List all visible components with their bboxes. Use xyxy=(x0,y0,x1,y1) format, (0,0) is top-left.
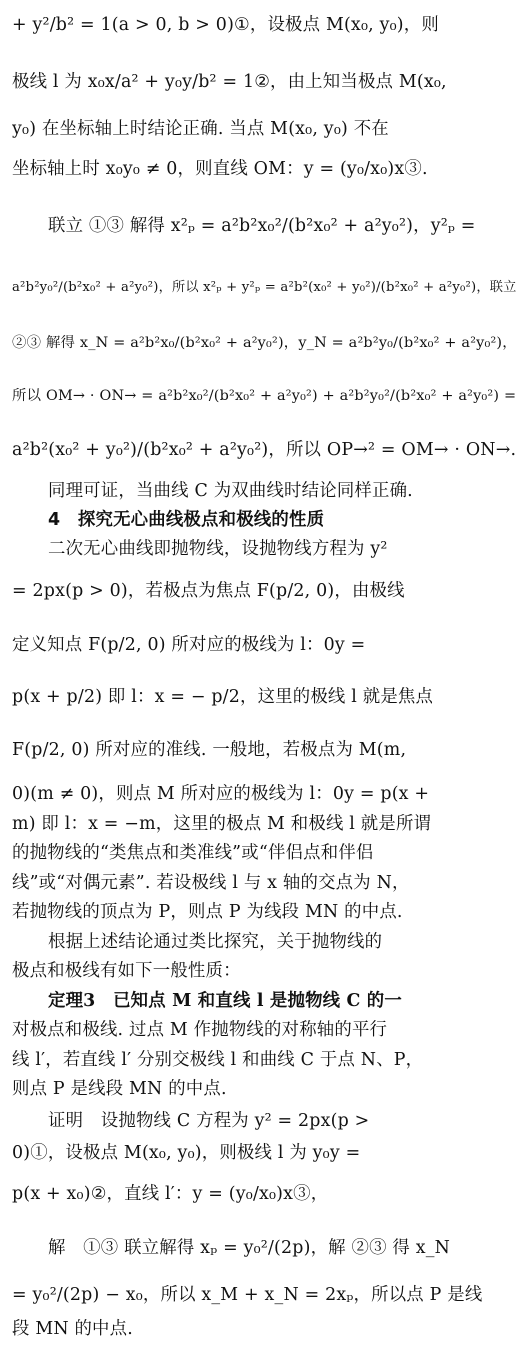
theorem-line: 定理3 已知点 M 和直线 l 是抛物线 C 的一 xyxy=(48,991,402,1011)
text-line: 极点和极线有如下一般性质： xyxy=(12,961,241,981)
text-line: 若抛物线的顶点为 P，则点 P 为线段 MN 的中点. xyxy=(12,902,403,922)
text-line: a²b²y₀²/(b²x₀² + a²y₀²)，所以 x²ₚ + y²ₚ = a²b²(x₀² + y₀²)/(b²x₀² + a²y₀²)，联立 xyxy=(12,280,517,295)
text-line: 坐标轴上时 x₀y₀ ≠ 0，则直线 OM：y = (y₀/x₀)x③. xyxy=(12,159,428,179)
solution-line: 解 ①③ 联立解得 xₚ = y₀²/(2p)，解 ②③ 得 x_N xyxy=(48,1238,451,1258)
text-line: = y₀²/(2p) − x₀，所以 x_M + x_N = 2xₚ，所以点 P 是线 xyxy=(12,1285,483,1305)
text-line: ②③ 解得 x_N = a²b²x₀/(b²x₀² + a²y₀²)，y_N = a²b²y₀/(b²x₀² + a²y₀²)， xyxy=(12,335,517,351)
text-line: = 2px(p > 0)，若极点为焦点 F(p/2, 0)，由极线 xyxy=(12,581,405,601)
text-line: 0)①，设极点 M(x₀, y₀)，则极线 l 为 y₀y = xyxy=(12,1143,361,1163)
text-line: 定义知点 F(p/2, 0) 所对应的极线为 l：0y = xyxy=(12,635,366,655)
text-line: m) 即 l：x = −m，这里的极点 M 和极线 l 就是所谓 xyxy=(12,814,432,834)
text-line: 0)(m ≠ 0)，则点 M 所对应的极线为 l：0y = p(x + xyxy=(12,784,430,804)
section-heading: 4 探究无心曲线极点和极线的性质 xyxy=(48,510,325,530)
text-line: 所以 OM→ · ON→ = a²b²x₀²/(b²x₀² + a²y₀²) + a²b²y₀²/(b²x₀² + a²y₀²) = xyxy=(12,388,517,404)
text-line: p(x + p/2) 即 l：x = − p/2，这里的极线 l 就是焦点 xyxy=(12,687,434,707)
text-line: 二次无心曲线即抛物线，设抛物线方程为 y² xyxy=(48,539,388,559)
text-line: + y²/b² = 1(a > 0, b > 0)①，设极点 M(x₀, y₀)，则 xyxy=(12,15,439,35)
text-line: 对极点和极线. 过点 M 作抛物线的对称轴的平行 xyxy=(12,1020,388,1040)
text-line: 联立 ①③ 解得 x²ₚ = a²b²x₀²/(b²x₀² + a²y₀²)，y²ₚ = xyxy=(48,216,476,236)
text-line: 则点 P 是线段 MN 的中点. xyxy=(12,1079,227,1099)
text-line: p(x + x₀)②，直线 l′：y = (y₀/x₀)x③， xyxy=(12,1184,329,1204)
text-line: 同理可证，当曲线 C 为双曲线时结论同样正确. xyxy=(48,481,413,501)
text-line: F(p/2, 0) 所对应的准线. 一般地，若极点为 M(m, xyxy=(12,740,407,760)
text-line: a²b²(x₀² + y₀²)/(b²x₀² + a²y₀²)，所以 OP→² = OM→ · ON→. xyxy=(12,440,517,460)
proof-line: 证明 设抛物线 C 方程为 y² = 2px(p > xyxy=(48,1111,370,1131)
text-line: 线 l′，若直线 l′ 分别交极线 l 和曲线 C 于点 N、P， xyxy=(12,1050,424,1070)
text-line: 根据上述结论通过类比探究，关于抛物线的 xyxy=(48,932,383,952)
text-line: 的抛物线的“类焦点和类准线”或“伴侣点和伴侣 xyxy=(12,843,374,863)
text-line: 极线 l 为 x₀x/a² + y₀y/b² = 1②，由上知当极点 M(x₀, xyxy=(12,72,447,92)
text-line: 段 MN 的中点. xyxy=(12,1319,133,1339)
text-line: 线”或“对偶元素”. 若设极线 l 与 x 轴的交点为 N， xyxy=(12,873,410,893)
text-line: y₀) 在坐标轴上时结论正确. 当点 M(x₀, y₀) 不在 xyxy=(12,119,389,139)
